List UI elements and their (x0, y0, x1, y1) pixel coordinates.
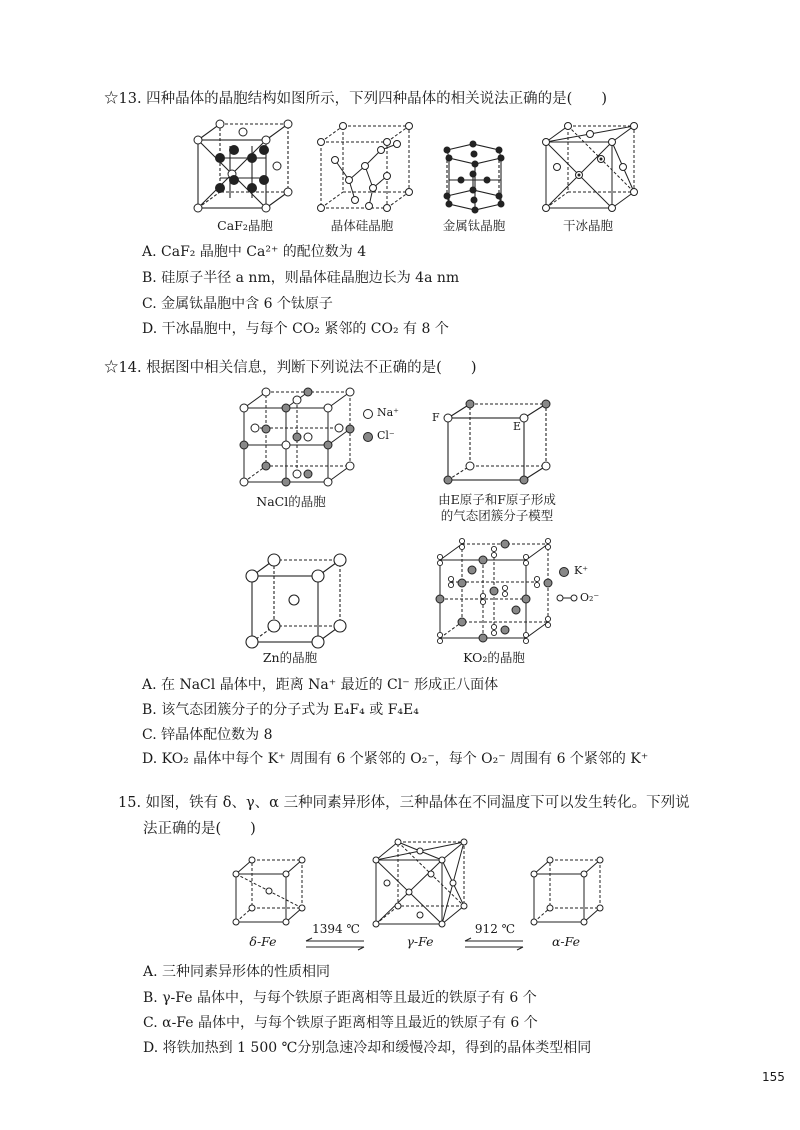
caf2-cell-figure (190, 118, 300, 218)
q14-option-c: C. 锌晶体配位数为 8 (142, 727, 273, 743)
k-legend-marker (558, 566, 570, 578)
alpha-fe-figure (530, 856, 604, 926)
q14-option-b: B. 该气态团簇分子的分子式为 E₄F₄ 或 F₄E₄ (142, 702, 419, 718)
temp-912-label: 912 ℃ (474, 922, 516, 936)
nacl-cell-figure (238, 386, 356, 488)
q13-option-b: B. 硅原子半径 a nm，则晶体硅晶胞边长为 4a nm (142, 270, 460, 286)
q13-title: ☆13. 四种晶体的晶胞结构如图所示，下列四种晶体的相关说法正确的是( ) (104, 91, 607, 107)
dry-ice-caption: 干冰晶胞 (562, 218, 613, 233)
cluster-caption-line-2: 的气态团簇分子模型 (440, 508, 554, 523)
silicon-cell-figure (315, 120, 415, 216)
q15-option-d: D. 将铁加热到 1 500 ℃分别急速冷却和缓慢冷却，得到的晶体类型相同 (143, 1040, 592, 1056)
zinc-cell-figure (244, 552, 344, 650)
q15-option-c: C. α-Fe 晶体中，与每个铁原子距离相等且最近的铁原子有 6 个 (143, 1015, 538, 1031)
delta-fe-figure (232, 856, 306, 926)
equilibrium-arrow-2 (463, 938, 525, 950)
equilibrium-arrow-1 (304, 938, 366, 950)
gas-cluster-figure (440, 402, 552, 486)
gamma-fe-figure (372, 838, 468, 928)
cl-legend-marker (362, 431, 374, 443)
alpha-fe-label: α-Fe (551, 934, 581, 949)
q13-option-c: C. 金属钛晶胞中含 6 个钛原子 (142, 296, 333, 312)
label-e: E (513, 420, 522, 433)
na-legend-marker (362, 408, 374, 420)
nacl-caption: NaCl的晶胞 (256, 494, 326, 509)
gamma-fe-label: γ-Fe (406, 934, 434, 949)
delta-fe-label: δ-Fe (249, 934, 277, 949)
page-number: 155 (762, 1070, 785, 1084)
q15-title-line-2: 法正确的是( ) (143, 821, 256, 837)
q14-title: ☆14. 根据图中相关信息，判断下列说法不正确的是( ) (104, 360, 477, 376)
o2-legend-label: O₂⁻ (580, 591, 600, 604)
titanium-caption: 金属钛晶胞 (442, 218, 506, 233)
q13-option-a: A. CaF₂ 晶胞中 Ca²⁺ 的配位数为 4 (142, 244, 367, 260)
label-f: F (432, 411, 440, 424)
zinc-caption: Zn的晶胞 (262, 650, 318, 665)
caf2-caption: CaF₂晶胞 (217, 218, 273, 233)
cl-legend-label: Cl⁻ (377, 429, 395, 442)
ko2-caption: KO₂的晶胞 (463, 650, 525, 665)
na-legend-label: Na⁺ (377, 406, 399, 419)
cluster-caption-line-1: 由E原子和F原子形成 (438, 492, 556, 507)
titanium-cell-figure (433, 142, 515, 212)
temp-1394-label: 1394 ℃ (312, 922, 360, 936)
q15-option-b: B. γ-Fe 晶体中，与每个铁原子距离相等且最近的铁原子有 6 个 (143, 990, 537, 1006)
q15-option-a: A. 三种同素异形体的性质相同 (143, 964, 331, 980)
o2-legend-marker (556, 593, 578, 603)
q14-option-d: D. KO₂ 晶体中每个 K⁺ 周围有 6 个紧邻的 O₂⁻，每个 O₂⁻ 周围有 6 个紧邻的 K⁺ (142, 751, 649, 767)
q13-option-d: D. 干冰晶胞中，与每个 CO₂ 紧邻的 CO₂ 有 8 个 (142, 321, 449, 337)
dry-ice-cell-figure (538, 118, 642, 216)
ko2-cell-figure (434, 538, 554, 644)
silicon-caption: 晶体硅晶胞 (330, 218, 394, 233)
q15-title-line-1: 15. 如图，铁有 δ、γ、α 三种同素异形体，三种晶体在不同温度下可以发生转化。下列说 (118, 795, 690, 811)
k-legend-label: K⁺ (574, 564, 589, 577)
q14-option-a: A. 在 NaCl 晶体中，距离 Na⁺ 最近的 Cl⁻ 形成正八面体 (142, 677, 499, 693)
